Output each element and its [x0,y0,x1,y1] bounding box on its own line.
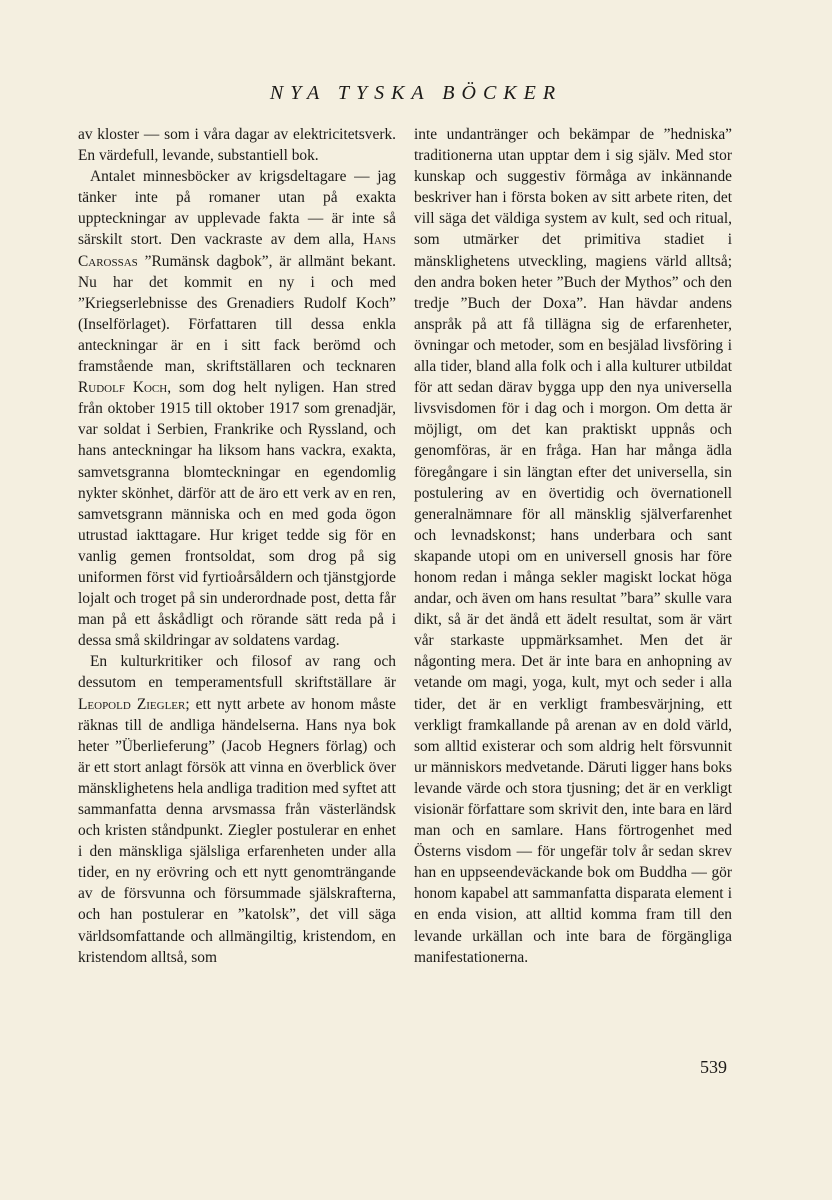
running-title: NYA TYSKA BÖCKER [269,82,563,104]
text-column-right [414,124,732,968]
paragraph: inte undantränger och bekämpar de ”hedniska” traditionerna utan upptar dem i sig själv. Med stor kunskap och suggestiv förmåga av inkännande beskriver han i första boken av sitt arbete riten, det vill säga det väldiga system av kult, sed och ritual, som utmärker det primitiva stadiet i mänsklighetens utveckling, magiens värld alltså; den andra boken heter ”Buch der Mythos” och den tredje ”Buch der Doxa”. Han hävdar andens anspråk på att få tillägna sig de erfarenheter, övningar och metoder, som en besjälad livsföring i alla tider, bland alla folk och i alla kulturer utbildat för att sedan därav bygga upp den nya universella livsvisdomen för i dag och i morgon. Om detta är möjligt, om det kan praktiskt uppnås och genomföras, är en fråga. Han har många ädla föregångare i sin längtan efter det universella, sin postulering av en övertidig och övernationell generalnämnare för all mänsklig själverfarenhet och levnadskonst; hans underbara och sant skapande utopi om en universell gnosis har före honom redan i många sekler magiskt lockat höga andar, och även om hans resultat ”bara” skulle vara dikt, så är det ändå ett ädelt resultat, som är värt vår starkaste uppmärksamhet. Men det är någonting mera. Det är inte bara en anhopning av vetande om magi, yoga, kult, myt och seder i alla tider, det är en verkligt frambesvärjning, ett verkligt framkallande på arenan av en dold värld, som alltid existerar och som aldrig helt försvunnit ur människors medvetande. Däruti ligger hans boks levande värde och stora tjusning; det är en verkligt visionär författare som skrivit den, inte bara en lärd man och en samlare. Hans förtrogenhet med Österns visdom — för ungefär tolv år sedan skrev han en uppseendeväckande bok om Buddha — gör honom kapabel att sammanfatta disparata element i en enda vision, att alltid komma fram till den levande urkällan och inte bara de förgängliga manifestationerna. [414,126,732,966]
text-column-left [78,124,396,968]
author-name: Leopold Ziegler [78,695,186,713]
author-name: Hans Carossas [78,231,396,270]
paragraph: Antalet minnesböcker av krigsdeltagare — jag tänker inte på romaner utan på exakta uppteckningar av upplevade fakta — är inte så särskilt stort. Den vackraste av dem alla, Hans Carossas ”Rumänsk dagbok”, är allmänt bekant. Nu har det kommit en ny i och med ”Kriegserlebnisse des Grenadiers Rudolf Koch” (Inselförlaget). Författaren till dessa enkla anteckningar är en i sitt fack berömd och framstående man, skriftställaren och tecknaren Rudolf Koch, som dog helt nyligen. Han stred från oktober 1915 till oktober 1917 som grenadjär, var soldat i Serbien, Frankrike och Ryssland, och hans anteckningar ha liksom hans vackra, exakta, samvetsgranna blomteckningar en egendomlig nykter skönhet, därför att de äro ett verk av en ren, samvetsgrann människa och en med goda ögon utrustad iakttagare. Hur kriget tedde sig för en vanlig gemen frontsoldat, som drog på sig uniformen först vid fyrtioårsåldern och tjänstgjorde lojalt och troget på sin underordnade post, detta får man på ett åskådligt och rörande sätt reda på i dessa små skildringar av soldatens vardag. [78,168,396,650]
paragraph: En kulturkritiker och filosof av rang och dessutom en temperamentsfull skriftställare är Leopold Ziegler; ett nytt arbete av honom måste räknas till de andliga händelserna. Hans nya bok heter ”Überlieferung” (Jacob Hegners förlag) och är ett stort anlagt försök att vinna en överblick över mänsklighetens hela andliga tradition med syftet att sammanfatta denna arvsmassa från västerländsk och kristen ståndpunkt. Ziegler postulerar en enhet i den mänskliga själsliga erfarenheten under alla tider, en ny erövring och ett nytt genomträngande av de försvunna och försummade själskrafterna, och han postulerar en ”katolsk”, det vill säga världsomfattande och allmängiltig, kristendom, en kristendom alltså, som [78,653,396,966]
paragraph: av kloster — som i våra dagar av elektricitetsverk. En värdefull, levande, substantiell bok. [78,126,396,165]
page-number: 539 [700,1057,727,1077]
author-name: Rudolf Koch [78,379,168,397]
